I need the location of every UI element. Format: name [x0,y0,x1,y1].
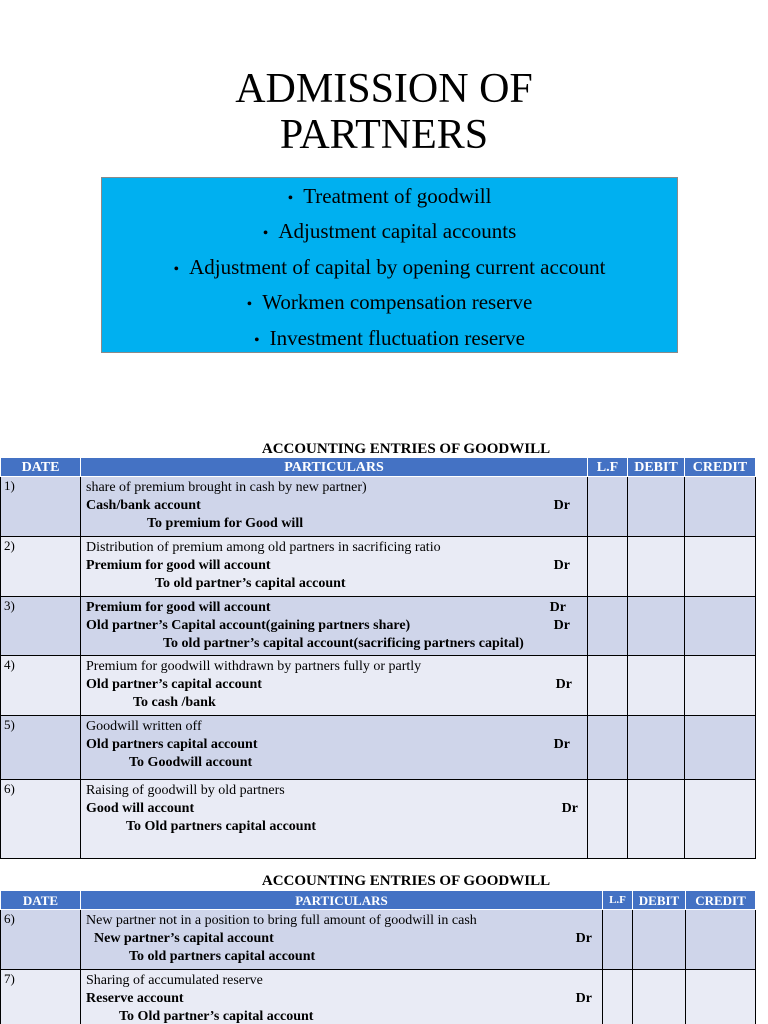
header-lf: L.F [588,458,628,477]
header-date: DATE [1,891,81,910]
narration: Goodwill written off [86,719,202,734]
row-date: 3) [1,597,81,656]
page-title [0,66,768,158]
row-particulars [81,970,603,1024]
bullet-icon: • [253,331,260,349]
row-lf [603,910,633,970]
row-debit [628,477,685,537]
row-date: 6) [1,910,81,970]
header-lf: L.F [603,891,633,910]
narration: Premium for goodwill withdrawn by partners fully or partly [86,659,422,674]
narration: Distribution of premium among old partners in sacrificing ratio [86,540,441,555]
header-debit: DEBIT [628,458,685,477]
row-debit [628,780,685,859]
header-date: DATE [1,458,81,477]
header-particulars: PARTICULARS [81,458,588,477]
credit-line: To old partners capital account [129,949,316,964]
table-header-row [1,891,756,910]
dr-marker: Dr [575,991,592,1006]
debit-line: Premium for good will account Dr [86,558,570,573]
debit-line: New partner’s capital account Dr [94,931,592,946]
row-date: 7) [1,970,81,1024]
row-date: 4) [1,656,81,716]
debit-line: Cash/bank account Dr [86,498,570,513]
row-lf [588,656,628,716]
row-particulars [81,716,588,780]
bullet-icon: • [287,190,294,207]
row-date: 6) [1,780,81,859]
row-debit [628,716,685,780]
title-line-2: PARTNERS [279,112,489,158]
narration: New partner not in a position to bring full amount of goodwill in cash [86,913,477,928]
table-row [1,477,756,537]
header-credit: CREDIT [686,891,756,910]
row-debit [628,597,685,656]
dr-marker: Dr [553,737,570,752]
debit-line: Premium for good will account Dr [86,600,566,615]
header-debit: DEBIT [633,891,686,910]
row-lf [588,780,628,859]
title-line-1: ADMISSION OF [235,66,533,112]
topic-item: • Workmen compensation reserve [102,286,677,321]
row-date: 2) [1,537,81,597]
table-row [1,597,756,656]
debit-line: Old partner’s Capital account(gaining partners share) Dr [86,618,570,633]
credit-line: To Goodwill account [129,755,253,770]
topic-item: • Treatment of goodwill [102,180,677,215]
debit-line: Old partner’s capital account Dr [86,677,572,692]
row-credit [685,780,756,859]
row-particulars [81,597,588,656]
dr-marker: Dr [553,558,570,573]
credit-line: To old partner’s capital account(sacrificing partners capital) [163,636,524,651]
table-header-row [1,458,756,477]
header-particulars: PARTICULARS [81,891,603,910]
row-credit [686,910,756,970]
table-row [1,537,756,597]
dr-marker: Dr [555,677,572,692]
debit-line: Reserve account Dr [86,991,592,1006]
debit-line: Old partners capital account Dr [86,737,570,752]
table-row [1,716,756,780]
row-particulars [81,656,588,716]
row-particulars [81,780,588,859]
row-debit [633,970,686,1024]
credit-line: To premium for Good will [147,516,304,531]
dr-marker: Dr [553,498,570,513]
row-lf [603,970,633,1024]
topics-box [101,177,678,353]
row-lf [588,716,628,780]
credit-line: To cash /bank [133,695,216,710]
topic-item: • Investment fluctuation reserve [102,322,677,357]
table-row [1,656,756,716]
debit-line: Good will account Dr [86,801,578,816]
row-lf [588,597,628,656]
row-lf [588,477,628,537]
bullet-icon: • [246,296,253,314]
row-particulars [81,910,603,970]
row-credit [685,537,756,597]
table-row [1,910,756,970]
dr-marker: Dr [553,618,570,633]
header-credit: CREDIT [685,458,756,477]
row-particulars [81,477,588,537]
row-credit [685,716,756,780]
credit-line: To Old partners capital account [126,819,317,834]
table-row [1,970,756,1024]
narration: Raising of goodwill by old partners [86,783,285,798]
table-caption: ACCOUNTING ENTRIES OF GOODWILL [261,873,551,889]
journal-table-1 [0,457,756,859]
row-lf [588,537,628,597]
table-row [1,780,756,859]
narration: Sharing of accumulated reserve [86,973,263,988]
row-credit [685,477,756,537]
row-particulars [81,537,588,597]
bullet-icon: • [262,225,269,243]
table-caption: ACCOUNTING ENTRIES OF GOODWILL [261,441,551,457]
credit-line: To Old partner’s capital account [119,1009,314,1024]
row-date: 1) [1,477,81,537]
credit-line: To old partner’s capital account [155,576,346,591]
row-credit [685,656,756,716]
dr-marker: Dr [549,600,566,615]
row-date: 5) [1,716,81,780]
bullet-icon: • [173,260,180,278]
row-credit [685,597,756,656]
row-debit [633,910,686,970]
row-credit [686,970,756,1024]
narration: share of premium brought in cash by new partner) [86,480,367,495]
row-debit [628,656,685,716]
topic-item: • Adjustment capital accounts [102,215,677,250]
journal-table-2 [0,890,756,1024]
topic-item: • Adjustment of capital by opening current account [102,251,677,286]
dr-marker: Dr [561,801,578,816]
dr-marker: Dr [575,931,592,946]
row-debit [628,537,685,597]
